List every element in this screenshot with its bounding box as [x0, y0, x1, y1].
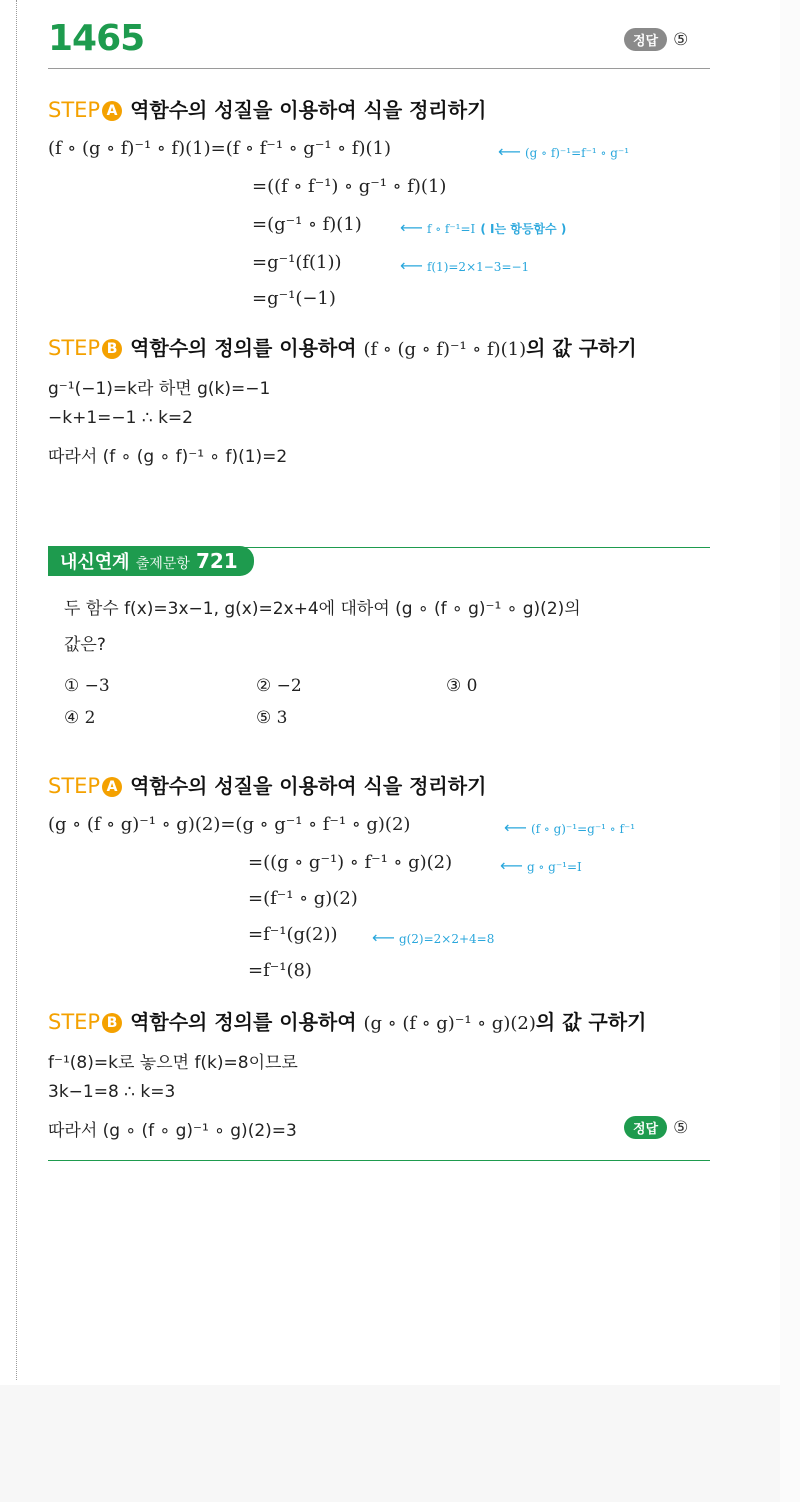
sol1-line-1: g⁻¹(−1)=k라 하면 g(k)=−1	[48, 379, 271, 399]
note2-2: ⟵ g ∘ g⁻¹=I	[500, 856, 582, 875]
step-label: STEP	[48, 336, 101, 360]
left-arrow-icon: ⟵	[372, 928, 395, 947]
left-arrow-icon: ⟵	[500, 856, 523, 875]
footer-rule	[48, 1160, 710, 1161]
question-line-2: 값은?	[64, 635, 106, 655]
step-expr: (g ∘ (f ∘ g)⁻¹ ∘ g)(2)	[363, 1013, 536, 1034]
calc1-line-1: (f ∘ (g ∘ f)⁻¹ ∘ f)(1)=(f ∘ f⁻¹ ∘ g⁻¹ ∘ f)(1)	[48, 138, 391, 159]
sol1-line-2: −k+1=−1 ∴ k=2	[48, 408, 193, 428]
note2-1: ⟵ (f ∘ g)⁻¹=g⁻¹ ∘ f⁻¹	[504, 818, 636, 837]
step-title: 역함수의 성질을 이용하여 식을 정리하기	[130, 98, 487, 122]
answer-header	[624, 28, 688, 51]
left-dotted-margin	[16, 0, 17, 1380]
note2-3: ⟵ g(2)=2×2+4=8	[372, 928, 495, 947]
sol1-line-3: 따라서 (f ∘ (g ∘ f)⁻¹ ∘ f)(1)=2	[48, 447, 288, 467]
step-letter-icon: B	[102, 1013, 122, 1033]
calc1-line-5: =g⁻¹(−1)	[252, 288, 336, 309]
calc1-line-2: =((f ∘ f⁻¹) ∘ g⁻¹ ∘ f)(1)	[252, 176, 447, 197]
choice-4: ④ 2	[64, 708, 96, 728]
page-bottom-shade	[0, 1385, 800, 1502]
choice-1: ① −3	[64, 676, 110, 696]
left-arrow-icon: ⟵	[400, 218, 423, 237]
calc1-line-3: =(g⁻¹ ∘ f)(1)	[252, 214, 362, 235]
choice-2: ② −2	[256, 676, 302, 696]
note1-3: ⟵ f(1)=2×1−3=−1	[400, 256, 530, 275]
step-a-heading-1	[48, 94, 486, 123]
left-arrow-icon: ⟵	[400, 256, 423, 275]
step-b-heading-2: STEP B 역함수의 정의를 이용하여 (g ∘ (f ∘ g)⁻¹ ∘ g)(2)의 값 구하기	[48, 1010, 647, 1034]
sol2-line-2: 3k−1=8 ∴ k=3	[48, 1082, 176, 1102]
choice-3: ③ 0	[446, 676, 478, 696]
step-label: STEP	[48, 774, 101, 798]
calc2-line-5: =f⁻¹(8)	[248, 960, 312, 981]
calc2-line-4: =f⁻¹(g(2))	[248, 924, 338, 945]
step-letter-icon: A	[102, 101, 122, 121]
step-letter-icon: B	[102, 339, 122, 359]
answer-footer	[624, 1116, 688, 1139]
header-rule	[48, 68, 710, 69]
calc2-line-3: =(f⁻¹ ∘ g)(2)	[248, 888, 358, 909]
sol2-line-3: 따라서 (g ∘ (f ∘ g)⁻¹ ∘ g)(2)=3	[48, 1121, 297, 1141]
question-line-1: 두 함수 f(x)=3x−1, g(x)=2x+4에 대하여 (g ∘ (f ∘ g)⁻¹ ∘ g)(2)의	[64, 599, 581, 619]
step-label: STEP	[48, 1010, 101, 1034]
related-problem-tag: 내신연계 출제문항 721	[48, 546, 254, 576]
note1-2: ⟵ f ∘ f⁻¹=I ( I는 항등함수 )	[400, 218, 567, 237]
problem-number: 1465	[48, 18, 145, 59]
answer-badge-2: 정답	[624, 1116, 667, 1139]
answer-value: ⑤	[673, 30, 689, 50]
step-b-heading-1: STEP B 역함수의 정의를 이용하여 (f ∘ (g ∘ f)⁻¹ ∘ f)(1)의 값 구하기	[48, 336, 637, 360]
note1-1: ⟵ (g ∘ f)⁻¹=f⁻¹ ∘ g⁻¹	[498, 142, 630, 161]
page-right-shade	[780, 0, 800, 1502]
choice-5: ⑤ 3	[256, 708, 288, 728]
calc1-line-4: =g⁻¹(f(1))	[252, 252, 342, 273]
step-title: 역함수의 성질을 이용하여 식을 정리하기	[130, 774, 487, 798]
step-label: STEP	[48, 98, 101, 122]
step-a-heading-2	[48, 770, 486, 799]
step-letter-icon: A	[102, 777, 122, 797]
answer-value-2: ⑤	[673, 1118, 689, 1138]
answer-badge: 정답	[624, 28, 667, 51]
left-arrow-icon: ⟵	[498, 142, 521, 161]
left-arrow-icon: ⟵	[504, 818, 527, 837]
calc2-line-1: (g ∘ (f ∘ g)⁻¹ ∘ g)(2)=(g ∘ g⁻¹ ∘ f⁻¹ ∘ g)(2)	[48, 814, 411, 835]
step-expr: (f ∘ (g ∘ f)⁻¹ ∘ f)(1)	[363, 339, 527, 360]
calc2-line-2: =((g ∘ g⁻¹) ∘ f⁻¹ ∘ g)(2)	[248, 852, 453, 873]
sol2-line-1: f⁻¹(8)=k로 놓으면 f(k)=8이므로	[48, 1053, 298, 1073]
